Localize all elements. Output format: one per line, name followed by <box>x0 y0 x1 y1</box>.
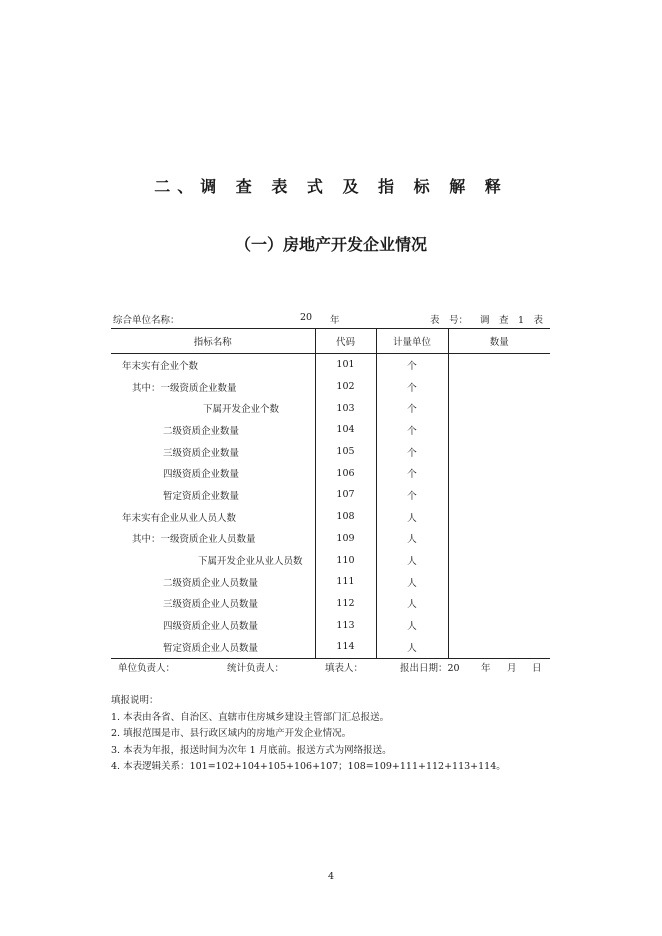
table-row <box>111 593 550 615</box>
table-row <box>111 528 550 550</box>
table-row <box>111 376 550 398</box>
indicator-name-cell: 二级资质企业人员数量 <box>163 577 259 589</box>
table-header-row <box>111 329 550 354</box>
org-label: 综合单位名称： <box>113 315 180 326</box>
table-row <box>111 397 550 419</box>
quantity-cell <box>448 397 550 419</box>
note-item: 2. 填报范围是市、县行政区域内的房地产开发企业情况。 <box>111 728 352 739</box>
quantity-cell <box>448 354 550 376</box>
note-item: 3. 本表为年报，报送时间为次年 1 月底前。报送方式为网络报送。 <box>111 744 392 756</box>
quantity-cell <box>448 376 550 398</box>
footer-report-date: 报出日期：20 <box>400 663 460 674</box>
header-code: 代码 <box>315 329 376 354</box>
unit-cell: 个 <box>376 419 448 441</box>
page-number: 4 <box>327 871 335 882</box>
note-item: 1. 本表由各省、自治区、直辖市住房城乡建设主管部门汇总报送。 <box>111 711 390 723</box>
header-indicator-name: 指标名称 <box>111 329 315 354</box>
quantity-cell <box>448 506 550 528</box>
year-suffix: 年 <box>330 315 340 326</box>
indicator-name-cell: 二级资质企业数量 <box>163 425 240 437</box>
notes-title: 填报说明： <box>111 695 159 706</box>
quantity-cell <box>448 571 550 593</box>
year-prefix: 20 <box>300 312 313 323</box>
code-cell: 107 <box>315 484 376 506</box>
code-cell: 105 <box>315 441 376 463</box>
indicator-name-cell: 四级资质企业数量 <box>163 469 240 481</box>
unit-cell: 人 <box>376 549 448 571</box>
unit-cell: 个 <box>376 462 448 484</box>
unit-cell: 个 <box>376 354 448 376</box>
unit-cell: 人 <box>376 506 448 528</box>
footer-unit-head: 单位负责人： <box>118 663 176 674</box>
table-row <box>111 354 550 376</box>
unit-cell: 人 <box>376 614 448 636</box>
unit-cell: 人 <box>376 528 448 550</box>
quantity-cell <box>448 419 550 441</box>
code-cell: 114 <box>315 636 376 658</box>
table-row <box>111 636 550 658</box>
code-cell: 112 <box>315 593 376 615</box>
indicator-name-cell: 其中：一级资质企业人员数量 <box>132 534 256 546</box>
code-cell: 113 <box>315 614 376 636</box>
code-cell: 108 <box>315 506 376 528</box>
indicator-name-cell: 下属开发企业从业人员数 <box>198 556 303 568</box>
indicator-name-cell: 三级资质企业人员数量 <box>163 599 259 611</box>
quantity-cell <box>448 462 550 484</box>
note-item: 4. 本表逻辑关系：101=102+104+105+106+107；108=109+111+112+113+114。 <box>111 761 506 772</box>
footer-year: 年 <box>481 663 491 674</box>
code-cell: 111 <box>315 571 376 593</box>
unit-cell: 个 <box>376 441 448 463</box>
main-title: 二、调 查 表 式 及 指 标 解 释 <box>154 177 508 196</box>
footer-day: 日 <box>532 663 542 674</box>
code-cell: 106 <box>315 462 376 484</box>
indicator-name-cell: 年末实有企业个数 <box>122 360 199 372</box>
form-number: 调 查 1 表 <box>480 315 544 326</box>
table-body <box>111 354 550 659</box>
unit-cell: 个 <box>376 376 448 398</box>
form-label: 表 号： <box>430 315 469 326</box>
indicator-name-cell: 年末实有企业从业人员人数 <box>122 512 237 524</box>
footer-stat-head: 统计负责人： <box>227 663 285 674</box>
unit-cell: 人 <box>376 636 448 658</box>
unit-cell: 人 <box>376 571 448 593</box>
table-row <box>111 571 550 593</box>
header-unit: 计量单位 <box>376 329 448 354</box>
indicator-name-cell: 四级资质企业人员数量 <box>163 621 259 633</box>
indicator-name-cell: 暂定资质企业人员数量 <box>111 636 315 658</box>
code-cell: 104 <box>315 419 376 441</box>
unit-cell: 个 <box>376 397 448 419</box>
survey-table <box>111 328 550 659</box>
table-row <box>111 462 550 484</box>
filing-notes <box>111 693 506 776</box>
quantity-cell <box>448 484 550 506</box>
footer-filler: 填表人： <box>325 663 364 674</box>
table-row <box>111 614 550 636</box>
quantity-cell <box>448 593 550 615</box>
header-quantity: 数量 <box>448 329 550 354</box>
code-cell: 102 <box>315 376 376 398</box>
quantity-cell <box>448 614 550 636</box>
indicator-name-cell: 其中：一级资质企业数量 <box>132 382 237 394</box>
code-cell: 103 <box>315 397 376 419</box>
code-cell: 109 <box>315 528 376 550</box>
quantity-cell <box>448 441 550 463</box>
indicator-name-cell: 暂定资质企业数量 <box>163 490 240 502</box>
unit-cell: 个 <box>376 484 448 506</box>
code-cell: 101 <box>315 354 376 376</box>
table-row <box>111 484 550 506</box>
table-row <box>111 441 550 463</box>
table-row <box>111 549 550 571</box>
table-row <box>111 506 550 528</box>
survey-table-container <box>111 328 550 659</box>
indicator-name-cell: 下属开发企业个数 <box>203 404 280 416</box>
indicator-name-cell: 三级资质企业数量 <box>163 447 240 459</box>
quantity-cell <box>448 549 550 571</box>
footer-month: 月 <box>507 663 517 674</box>
quantity-cell <box>448 636 550 658</box>
code-cell: 110 <box>315 549 376 571</box>
table-row <box>111 419 550 441</box>
sub-title: （一）房地产开发企业情况 <box>234 235 427 254</box>
unit-cell: 人 <box>376 593 448 615</box>
quantity-cell <box>448 528 550 550</box>
